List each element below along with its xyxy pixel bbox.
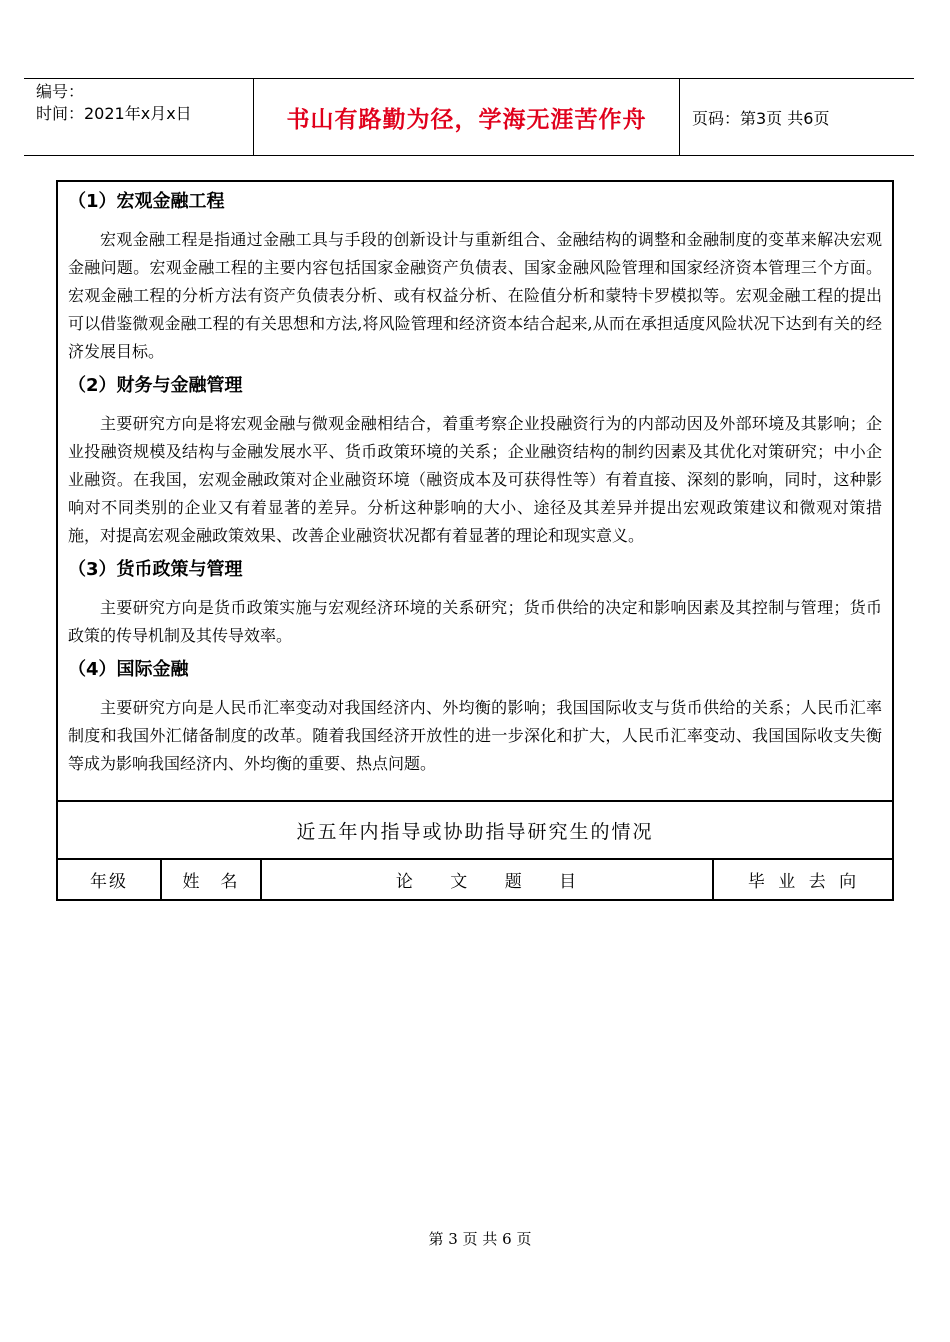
section-title: （3）货币政策与管理 bbox=[68, 559, 243, 580]
column-thesis-title: 论 文 题 目 bbox=[262, 860, 714, 899]
column-name: 姓 名 bbox=[162, 860, 262, 899]
header-meta bbox=[36, 81, 256, 125]
number-label: 编号： bbox=[36, 82, 85, 101]
column-grade: 年级 bbox=[58, 860, 162, 899]
section-body: 主要研究方向是货币政策实施与宏观经济环境的关系研究；货币供给的决定和影响因素及其控制与管理；货币政策的传导机制及其传导效率。 bbox=[68, 598, 882, 645]
document-table bbox=[56, 180, 894, 901]
section-body: 主要研究方向是将宏观金融与微观金融相结合，着重考察企业投融资行为的内部动因及外部环境及其影响；企业投融资规模及结构与金融发展水平、货币政策环境的关系；企业融资结构的制约因素及其优化对策研究；中小企业融资。在我国，宏观金融政策对企业融资环境（融资成本及可获得性等）有着直接、深刻的影响，同时，这种影响对不同类别的企业又有着显著的差异。分析这种影响的大小、途径及其差异并提出宏观政策建议和微观对策措施，对提高宏观金融政策效果、改善企业融资状况都有着显著的理论和现实意义。 bbox=[68, 414, 882, 545]
header-divider bbox=[679, 79, 680, 155]
section-title: （2）财务与金融管理 bbox=[68, 375, 243, 396]
section-body: 宏观金融工程是指通过金融工具与手段的创新设计与重新组合、金融结构的调整和金融制度的变革来解决宏观金融问题。宏观金融工程的主要内容包括国家金融资产负债表、国家金融风险管理和国家经济资本管理三个方面。宏观金融工程的分析方法有资产负债表分析、或有权益分析、在险值分析和蒙特卡罗模拟等。宏观金融工程的提出可以借鉴微观金融工程的有关思想和方法,将风险管理和经济资本结合起来,从而在承担适度风险状况下达到有关的经济发展目标。 bbox=[68, 230, 882, 361]
page-footer: 第 3 页 共 6 页 bbox=[428, 1230, 532, 1248]
research-directions bbox=[58, 182, 892, 802]
section-title: （4）国际金融 bbox=[68, 659, 189, 680]
students-table-title: 近五年内指导或协助指导研究生的情况 bbox=[58, 802, 892, 860]
time-label: 时间：2021年x月x日 bbox=[36, 104, 192, 123]
column-graduation-destination: 毕 业 去 向 bbox=[747, 872, 859, 892]
section-body: 主要研究方向是人民币汇率变动对我国经济内、外均衡的影响；我国国际收支与货币供给的关系；人民币汇率制度和我国外汇储备制度的改革。随着我国经济开放性的进一步深化和扩大，人民币汇率变动、我国国际收支失衡等成为影响我国经济内、外均衡的重要、热点问题。 bbox=[68, 698, 882, 773]
section-title: （1）宏观金融工程 bbox=[68, 191, 225, 212]
students-table-header bbox=[58, 860, 892, 899]
header-page-info: 页码：第3页 共6页 bbox=[692, 108, 830, 128]
header-motto: 书山有路勤为径，学海无涯苦作舟 bbox=[286, 106, 647, 133]
page-header bbox=[24, 78, 914, 156]
